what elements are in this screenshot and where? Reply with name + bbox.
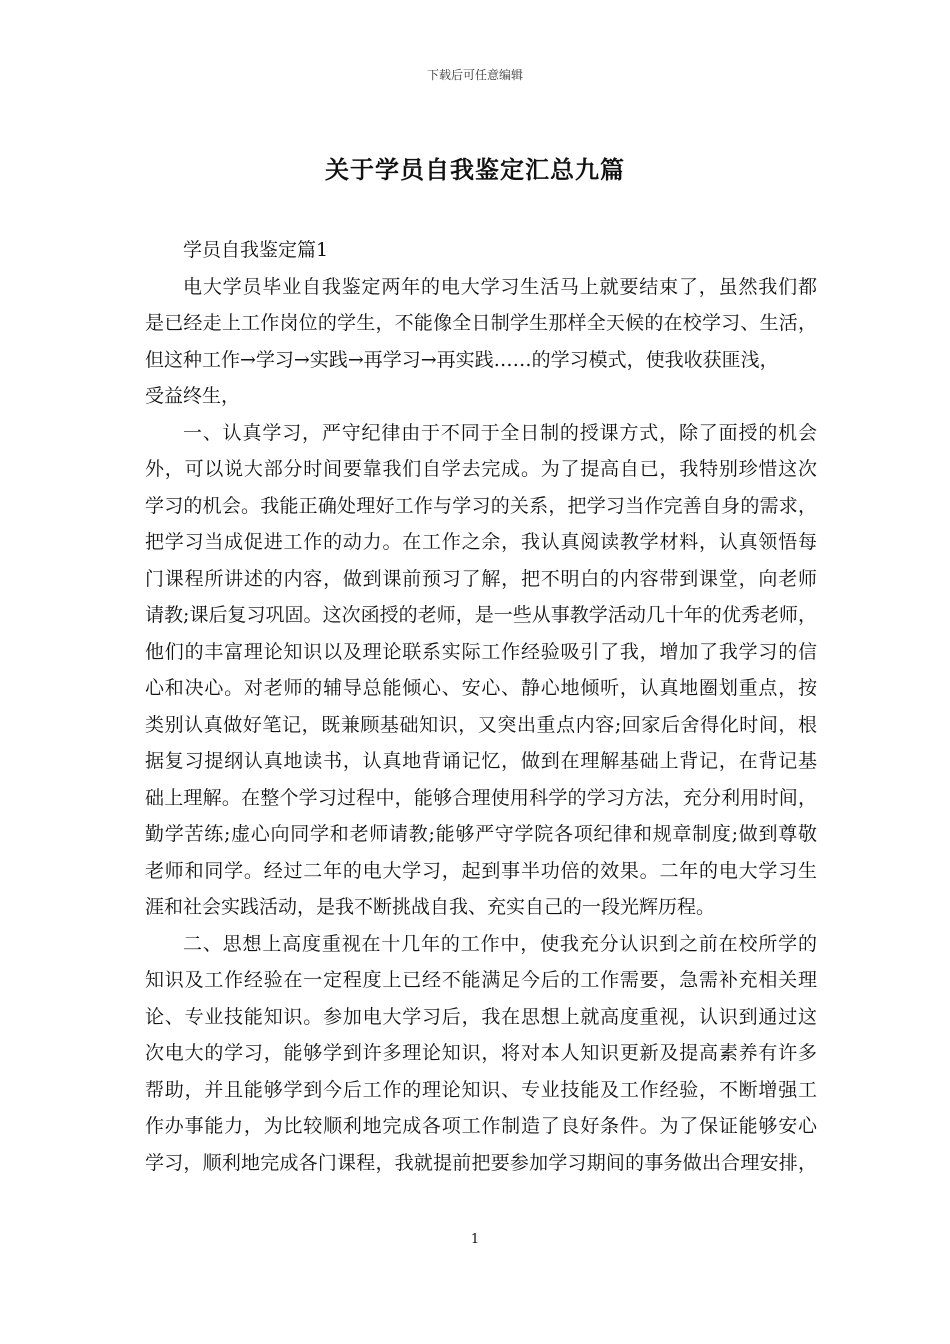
body-text [145,269,817,1182]
text-line: 是已经走上工作岗位的学生，不能像全日制学生那样全天候的在校学习、生活， [145,312,817,334]
text-line: 学习，顺利地完成各门课程，我就提前把要参加学习期间的事务做出合理安排， [145,1151,817,1174]
text-line: 老师和同学。经过二年的电大学习，起到事半功倍的效果。二年的电大学习生 [145,859,817,882]
text-line: 涯和社会实践活动，是我不断挑战自我、充实自己的一段光辉历程。 [145,896,716,918]
text-line: 学习的机会。我能正确处理好工作与学习的关系，把学习当作完善自身的需求， [145,494,817,517]
text-line: 外，可以说大部分时间要靠我们自学去完成。为了提高自已，我特别珍惜这次 [145,458,817,480]
text-line: 作办事能力，为比较顺利地完成各项工作制造了良好条件。为了保证能够安心 [145,1115,817,1137]
text-line: 知识及工作经验在一定程度上已经不能满足今后的工作需要，急需补充相关理 [145,969,817,991]
document-title: 关于学员自我鉴定汇总九篇 [325,155,625,184]
text-line: 类别认真做好笔记，既兼顾基础知识，又突出重点内容;回家后舍得化时间，根 [145,713,817,736]
text-line: 勤学苦练;虚心向同学和老师请教;能够严守学院各项纪律和规章制度;做到尊敬 [145,823,817,845]
text-line: 心和决心。对老师的辅导总能倾心、安心、静心地倾听，认真地圈划重点，按 [145,677,817,699]
page-header-note: 下载后可任意编辑 [426,68,523,82]
text-line: 论、专业技能知识。参加电大学习后，我在思想上就高度重视，认识到通过这 [145,1005,817,1028]
text-line: 据复习提纲认真地读书，认真地背诵记忆，做到在理解基础上背记，在背记基 [145,750,817,772]
text-line: 二、思想上高度重视在十几年的工作中，使我充分认识到之前在校所学的 [183,932,817,955]
page-number: 1 [470,1232,480,1247]
text-line: 受益终生， [145,385,241,407]
text-line: 础上理解。在整个学习过程中，能够合理使用科学的学习方法，充分利用时间， [145,786,817,809]
section-heading: 学员自我鉴定篇1 [183,239,329,261]
text-line: 一、认真学习，严守纪律由于不同于全日制的授课方式，除了面授的机会 [183,421,817,444]
text-line: 把学习当成促进工作的动力。在工作之余，我认真阅读教学材料，认真领悟每 [145,531,817,553]
text-line: 门课程所讲述的内容，做到课前预习了解，把不明白的内容带到课堂，向老师 [145,567,817,590]
text-line: 帮助，并且能够学到今后工作的理论知识、专业技能及工作经验，不断增强工 [145,1078,817,1101]
text-line: 请教;课后复习巩固。这次函授的老师，是一些从事教学活动几十年的优秀老师， [145,604,817,626]
text-line: 次电大的学习，能够学到许多理论知识，将对本人知识更新及提高素养有许多 [145,1042,817,1064]
text-line: 但这种工作→学习→实践→再学习→再实践……的学习模式，使我收获匪浅， [145,348,779,371]
text-line: 他们的丰富理论知识以及理论联系实际工作经验吸引了我，增加了我学习的信 [145,640,817,663]
text-line: 电大学员毕业自我鉴定两年的电大学习生活马上就要结束了，虽然我们都 [183,275,817,298]
document-body [145,232,817,1181]
